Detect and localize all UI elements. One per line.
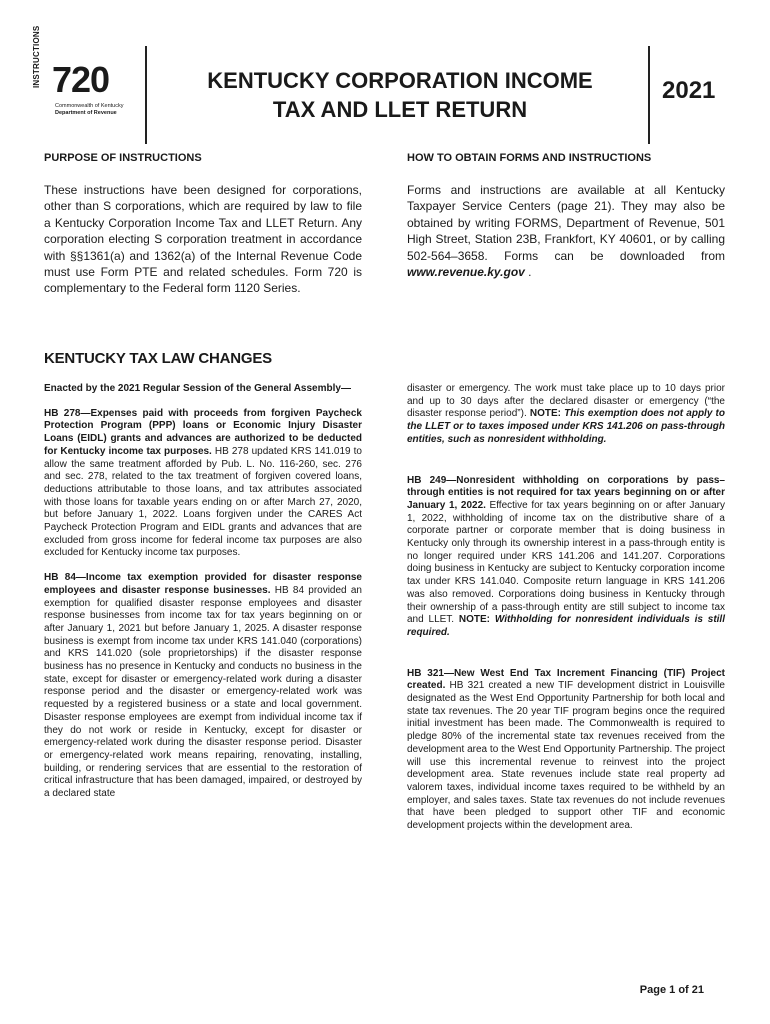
hb84-cont-text: disaster or emergency. The work must take place up to 10 days prior and up to 30 days after the declared disaster or emergency (“the disaster response period”).: [407, 383, 725, 420]
hb321-section: [407, 668, 725, 833]
header-divider-right: [648, 46, 650, 144]
obtain-text: [407, 182, 725, 280]
hb249-section: [407, 475, 725, 640]
hb84-continued: [407, 383, 725, 447]
hb84-text: HB 84 provided an exemption for qualified disaster response employees and disaster response businesses from income tax for tax years beginning on or after January 1, 2021 but before January 1, 2025. A disaster response business is exempt from income tax under KRS 141.040 (corporations) and KRS 141.020 (sole proprietorships) if the disaster response business has no presence in Kentucky and conducts no business in the state, except for disaster or emergency-related work during a disaster response period and the disaster or emergency-related work was requested by a registered business or a state and local government. Disaster response employees are exempt from individual income tax if they do not work or reside in Kentucky, except for disaster or emergency-related work during the disaster response period. Disaster or emergency-related work means repairing, renovating, installing, building, or rendering services that are essential to the restoration of critical infrastructure that has been damaged, impaired, or destroyed by a declared state: [44, 584, 362, 800]
hb249-heading: HB 249—Nonresident withholding on corporations by pass–through entities is not required for tax years beginning on or after January 1, 2022.: [407, 474, 725, 511]
enacted-line: Enacted by the 2021 Regular Session of the General Assembly—: [44, 383, 351, 394]
hb249-text: Effective for tax years beginning on or after January 1, 2022, withholding of income tax on the distributive share of a corporate partner or corporate member that is doing business in Kentucky only through its ownership interest in a pass-through entity is no longer required under KRS 141.206 and 141.207. Corporations doing business in Kentucky are subject to Kentucky corporation income tax under KRS 141.040. Composite return language in KRS 141.206 was also removed. Corporations doing business in Kentucky through their ownership of a pass-through entity are still subject to income tax and LLET.: [407, 499, 725, 626]
vertical-instructions-label: INSTRUCTIONS: [32, 25, 41, 88]
agency-line1: Commonwealth of Kentucky: [55, 103, 124, 109]
right-column: [407, 383, 725, 845]
hb321-heading: HB 321—New West End Tax Increment Financing (TIF) Project created.: [407, 667, 725, 692]
tax-year: 2021: [662, 77, 716, 104]
page-number: Page 1 of 21: [639, 984, 704, 996]
purpose-heading: PURPOSE OF INSTRUCTIONS: [44, 152, 202, 164]
agency-line2: Department of Revenue: [55, 110, 117, 116]
hb278-heading: HB 278—Expenses paid with proceeds from forgiven Paycheck Protection Program (PPP) loans or Economic Injury Disaster Loans (EIDL) grants and advances are authorized to be deducted for Kentucky income tax purposes.: [44, 407, 362, 457]
agency-name: [55, 103, 123, 117]
revenue-website-link[interactable]: www.revenue.ky.gov: [407, 265, 525, 280]
law-changes-heading: KENTUCKY TAX LAW CHANGES: [44, 350, 272, 367]
obtain-body: Forms and instructions are available at all Kentucky Taxpayer Service Centers (page 21). They may also be obtained by writing FORMS, Department of Revenue, 501 High Street, Station 23B, Frankfort, KY 40601, or by calling 502-564–3658. Forms can be downloaded from: [407, 183, 725, 263]
obtain-url-suffix: .: [524, 265, 532, 280]
hb84-note: This exemption does not apply to the LLET or to taxes imposed under KRS 141.206 on pass-through entities, such as nonresident withholding.: [407, 408, 725, 445]
hb249-note-label: NOTE:: [458, 614, 491, 626]
hb84-section: [44, 572, 362, 801]
left-column: [44, 383, 362, 813]
title-line1: KENTUCKY CORPORATION INCOME: [207, 68, 593, 93]
purpose-text: These instructions have been designed for corporations, other than S corporations, which are required by law to file a Kentucky Corporation Income Tax and LLET Return. Any corporation electing S corporation treatment in accordance with §§1361(a) and 1362(a) of the Internal Revenue Code must use Form PTE and related schedules. Form 720 is complementary to the Federal form 1120 Series.: [44, 183, 362, 296]
hb321-text: HB 321 created a new TIF development district in Louisville designated as the West End Opportunity Partnership for both local and state tax revenues. The 20 year TIF program begins once the required initial investment has been made. The Commonwealth is required to pledge 80% of the incremental state tax revenues received from the development area to the West End Opportunity Partnership. The project will use this incremental revenue to reinvest into the project development area. State revenues include state real property ad valorem taxes, individual income taxes required to be withheld by an employer, and sales taxes. State tax revenues do not include revenues that have been pledged to support other TIF and economic development projects within the development area.: [407, 680, 725, 832]
hb84-heading: HB 84—Income tax exemption provided for disaster response employees and disaster response businesses.: [44, 572, 362, 596]
hb249-note: Withholding for nonresident individuals is still required.: [407, 614, 725, 638]
obtain-heading: HOW TO OBTAIN FORMS AND INSTRUCTIONS: [407, 152, 652, 164]
hb278-section: [44, 408, 362, 560]
form-number: 720: [52, 59, 110, 100]
hb84-note-label: NOTE:: [529, 408, 561, 420]
header-divider-left: [145, 46, 147, 144]
page-title: [175, 66, 625, 124]
title-line2: TAX AND LLET RETURN: [272, 97, 528, 122]
hb278-text: HB 278 updated KRS 141.019 to allow the same treatment afforded by Pub. L. No. 116-260, sec. 276 and sec. 278, related to the tax treatment of forgiven covered loans, deductions attributable to those loans, and tax attributes associated with those loans for taxable years ending on or after March 27, 2020, but before January 1, 2022. Loans forgiven under the CARES Act Paycheck Protection Program and EIDL grants and advances that are excluded from gross income for federal income tax purposes are also excluded for Kentucky income tax purposes.: [44, 445, 362, 559]
